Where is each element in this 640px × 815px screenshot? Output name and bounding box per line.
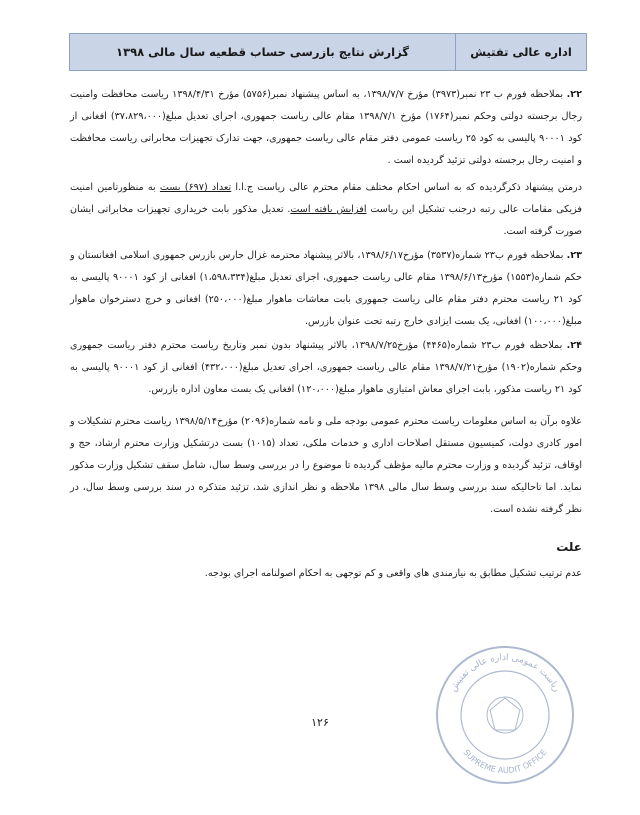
cause-heading: علت [556, 540, 582, 554]
note-text: . تعدیل مذکور بابت خریداری تجهیزات مخابراتی ایشان صورت گرفته است. [70, 204, 582, 237]
header-title: گزارش نتایج بازرسی حساب قطعیه سال مالی ۱۳۹۸ [116, 45, 409, 59]
item-24 [70, 335, 582, 401]
item-24-body: بملاحظه فورم ب۲۳ شماره(۴۴۶۵) مؤرخ۱۳۹۸/۷/۲۵، بالاثر پیشنهاد بدون نمبر وتاریخ ریاست محترم دفتر ریاست جمهوری وحکم شماره(۱۹۰۲) مؤرخ۱۳۹۸/۷/۲۱ مقام عالی ریاست جمهوری، اجرای تعدیل مبلغ(۴۳۲،۰۰۰) افغانی از کود ۹۰۰۰۱ پالیسی به کود ۲۱ ریاست مذکور، بابت اجرای معاش امتیازی ماهوار مبلغ(۱۲۰،۰۰۰) افغانی یک بست معاون اداره بازرس. [70, 340, 582, 395]
item-22 [70, 84, 582, 243]
item-number: ۲۲. [566, 89, 583, 100]
cause-text: عدم ترتیب تشکیل مطابق به نیازمندی های واقعی و کم توجهی به احکام اصولنامه اجرای بودجه. [204, 568, 582, 579]
note-text: درمتن پیشنهاد ذکرگردیده که به اساس احکام مختلف مقام محترم عالی ریاست ج.ا.ا [235, 182, 582, 193]
report-header [69, 33, 587, 71]
item-23 [70, 245, 582, 333]
item-22-text [70, 84, 582, 172]
item-24-text [70, 335, 582, 401]
header-organization: اداره عالی تفتیش [455, 34, 586, 70]
item-22-note [70, 177, 582, 243]
note-text: به منظورتامین امنیت فزیکی مقامات عالی رتبه درجنب تشکیل این ریاست [70, 182, 582, 215]
underlined-increase: افزایش یافته است [290, 204, 367, 215]
svg-text:SUPREME AUDIT OFFICE: SUPREME AUDIT OFFICE [461, 747, 549, 776]
item-23-text [70, 245, 582, 333]
page-number: ۱۲۶ [311, 716, 329, 729]
official-seal-stamp [430, 640, 580, 790]
document-body [70, 84, 582, 585]
underlined-count: تعداد (۶۹۷) بست [159, 182, 232, 193]
item-23-body: بملاحظه فورم ب۲۳ شماره(۳۵۳۷) مؤرخ۱۳۹۸/۶/۱۷، بالاثر پیشنهاد محترمه غزال حارس بازرس جمهوری اسلامی افغانستان و حکم شماره(۱۵۵۳) مؤرخ۱۳۹۸/۶/۱۳ مقام عالی ریاست جمهوری، اجرای تعدیل مبلغ(۱،۵۹۸،۳۳۴) افغانی از کود ۹۰۰۰۱ پالیسی به کود ۲۱ ریاست محترم دفتر مقام عالی ریاست جمهوری بابت معاشات ماهوار مبلغ(۲۵۰،۰۰۰) افغانی و خرچ دسترخوان ماهوار مبلغ(۱۰۰،۰۰۰) افغانی، یک بست ایزادی خارج رتبه تحت عنوان بازرس. [70, 250, 582, 327]
item-22-body: بملاحظه فورم ب ۲۳ نمبر(۳۹۷۳) مؤرخ ۱۳۹۸/۷/۷، به اساس پیشنهاد نمبر(۵۷۵۶) مؤرخ ۱۳۹۸/۴/۳۱ ریاست محافظت وامنیت رجال برجسته دولتی وحکم نمبر(۱۷۶۴) مؤرخ ۱۳۹۸/۷/۱ مقام عالی ریاست جمهوری، اجرای تعدیل مبلغ(۳۷،۸۲۹،۰۰۰) افغانی از کود ۹۰۰۰۱ پالیسی به کود ۲۵ ریاست عمومی دفتر مقام عالی ریاست جمهوری، جهت تدارک تجهیزات مخابراتی ریاست محافظت و امنیت رجال برجسته دولتی تزئید گردیده است . [70, 89, 582, 166]
summary-paragraph: علاوه برآن به اساس معلومات ریاست محترم عمومی بودجه ملی و نامه شماره(۲۰۹۶) مؤرخ۱۳۹۸/۵/۱۴ ریاست محترم تشکیلات و امور کادری دولت، کمیسیون مستقل اصلاحات اداری و خدمات ملکی، تعداد (۱۰۱۵) بست درتشکیل وزارت محترم ارشاد، حج و اوقاف، تزئید گردیده و وزارت محترم مالیه مؤظف گردیده تا موضوع را در بررسی وسط سال، شامل سقف تشکیل وزارت مذکور نماید. اما تاحالیکه سند بررسی وسط سال مالی ۱۳۹۸ ملاحظه و نظر اندازی شد، تزئید متذکره در سند بررسی وسط سال، در نظر گرفته نشده است. [70, 416, 583, 515]
item-number: ۲۴. [566, 340, 582, 351]
svg-text:ریاست عمومی اداره عالی تفتیش: ریاست عمومی اداره عالی تفتیش [448, 652, 562, 694]
item-number: ۲۳. [566, 250, 582, 261]
